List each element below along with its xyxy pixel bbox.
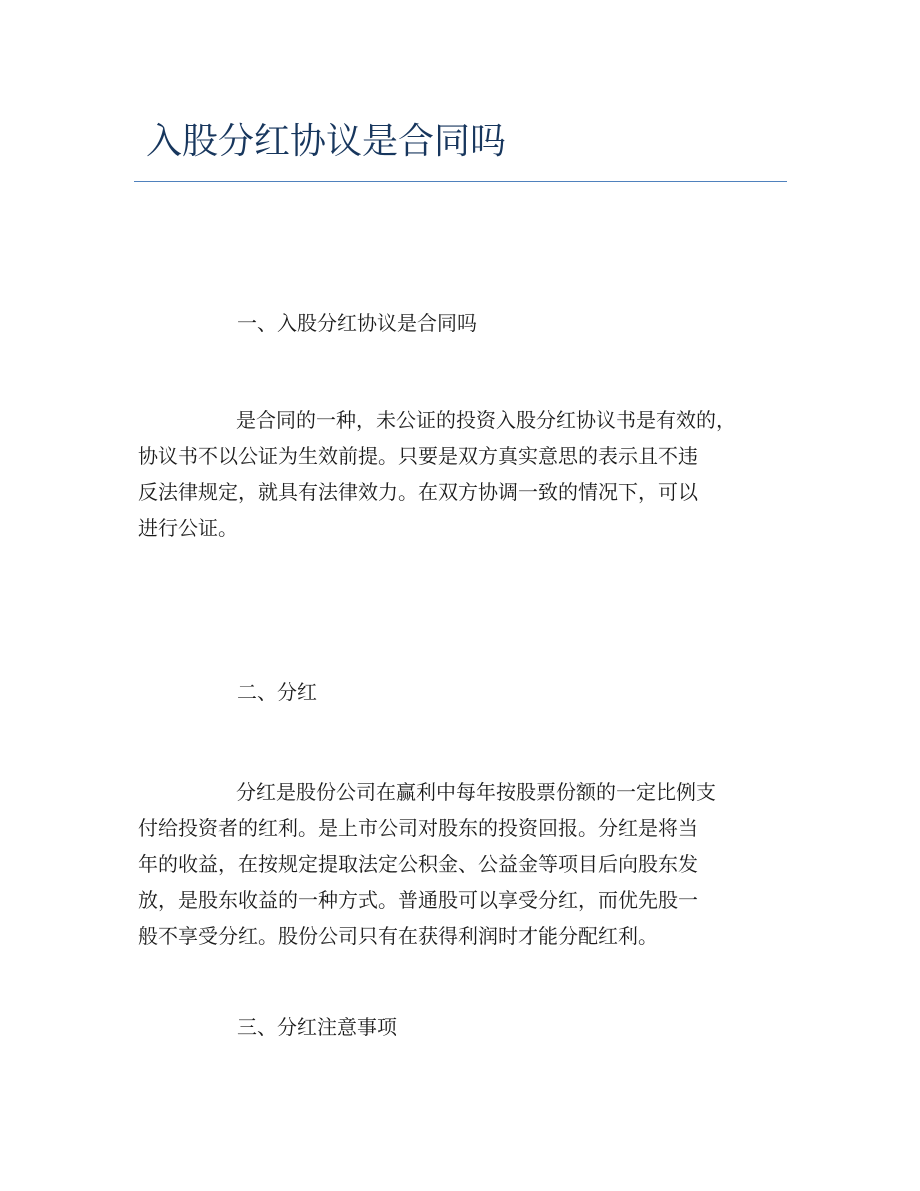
document-title: 入股分红协议是合同吗 (146, 121, 507, 162)
section-heading-1: 一、入股分红协议是合同吗 (237, 311, 477, 335)
section-paragraph-2 (138, 774, 798, 954)
paragraph-line: 协议书不以公证为生效前提。只要是双方真实意思的表示且不违 (138, 444, 698, 468)
paragraph-line: 放，是股东收益的一种方式。普通股可以享受分红，而优先股一 (138, 888, 698, 912)
section-heading-2: 二、分红 (237, 680, 317, 704)
paragraph-line: 是合同的一种，未公证的投资入股分红协议书是有效的， (236, 408, 736, 432)
section-paragraph-1 (138, 402, 798, 546)
title-divider (134, 181, 787, 182)
section-heading-3: 三、分红注意事项 (237, 1015, 397, 1039)
paragraph-line: 般不享受分红。股份公司只有在获得利润时才能分配红利。 (138, 924, 658, 948)
paragraph-line: 进行公证。 (138, 516, 238, 540)
paragraph-line: 付给投资者的红利。是上市公司对股东的投资回报。分红是将当 (138, 816, 698, 840)
paragraph-line: 年的收益，在按规定提取法定公积金、公益金等项目后向股东发 (138, 852, 698, 876)
paragraph-line: 反法律规定，就具有法律效力。在双方协调一致的情况下，可以 (138, 480, 698, 504)
paragraph-line: 分红是股份公司在赢利中每年按股票份额的一定比例支 (236, 780, 716, 804)
